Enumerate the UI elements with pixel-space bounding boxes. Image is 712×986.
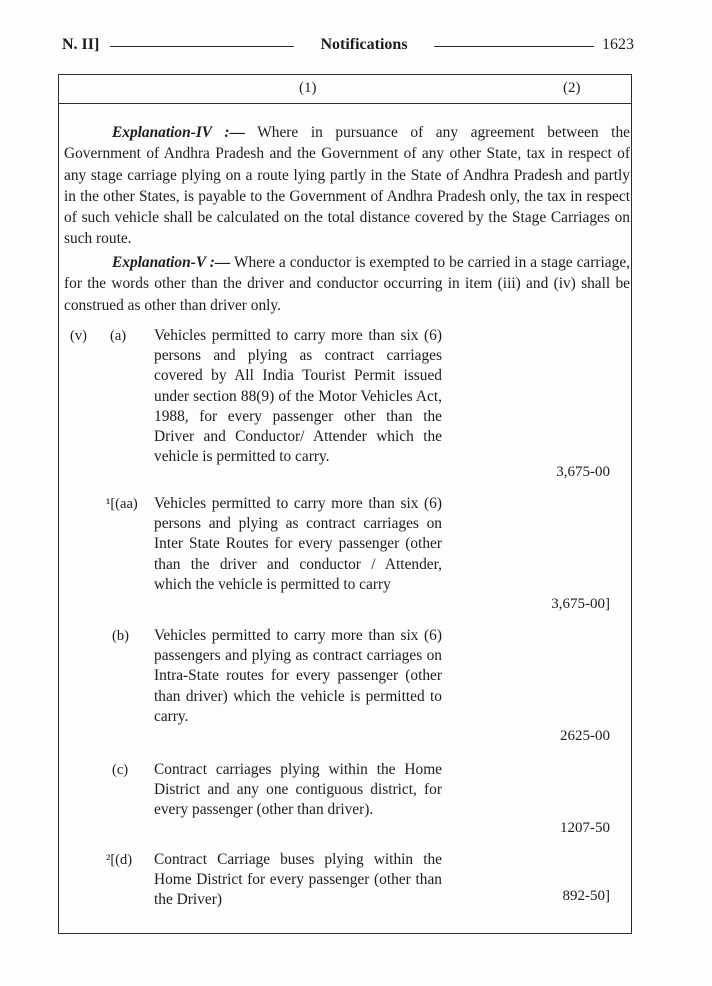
explanation-iv-label: Explanation-IV :— <box>112 124 245 141</box>
item-letter-label: ¹[(aa) <box>106 496 138 512</box>
item-letter-label: (b) <box>112 628 129 644</box>
explanation-iv-text: Where in pursuance of any agreement between the Government of Andhra Pradesh and the Government of any other State, tax in respect of any stage carriage plying on a route lying partly in the State of Andhra Pradesh and partly in the other States, is payable to the Government of Andhra Pradesh only, the tax in respect of such vehicle shall be calculated on the total distance covered by the Stage Carriages on such route. <box>64 124 630 248</box>
item-letter-label: (c) <box>112 762 129 778</box>
column-header-2: (2) <box>563 80 581 96</box>
item-text: Vehicles permitted to carry more than six (6) passengers and plying as contract carriages on Intra-State routes for every passenger (other than driver) which the vehicle is permitted to carry. <box>154 627 442 725</box>
explanation-v-text: Where a conductor is exempted to be carried in a stage carriage, for the words other than the driver and conductor occurring in item (iii) and (iv) shall be construed as other than driver only. <box>64 254 630 314</box>
item-amount: 3,675-00] <box>551 596 610 612</box>
explanation-iv <box>64 122 630 250</box>
item-amount: 2625-00 <box>560 728 610 744</box>
header-title: Notifications <box>320 36 408 53</box>
item-text: Contract carriages plying within the Home District and any one contiguous district, for every passenger (other than driver). <box>154 761 442 819</box>
item-amount: 1207-50 <box>560 820 610 836</box>
column-header-1: (1) <box>299 80 317 96</box>
item-roman-label: (v) <box>70 328 87 344</box>
page-number: 1623 <box>602 36 634 53</box>
explanation-v <box>64 252 630 316</box>
item-text: Vehicles permitted to carry more than six (6) persons and plying as contract carriages on Inter State Routes for every passenger (other than the driver and conductor / Attender, which the vehicle is permitted to carry <box>154 495 442 593</box>
header-rule-right <box>434 46 594 47</box>
item-letter-label: (a) <box>110 328 127 344</box>
item-letter-label: ²[(d) <box>106 852 133 868</box>
explanation-v-label: Explanation-V :— <box>112 254 231 271</box>
part-label: N. II] <box>62 36 100 53</box>
item-text: Contract Carriage buses plying within the Home District for every passenger (other than the Driver) <box>154 851 442 909</box>
item-amount: 3,675-00 <box>556 464 610 480</box>
header-rule-left <box>110 46 294 47</box>
page-header <box>62 36 634 58</box>
column-header-row <box>59 75 631 104</box>
item-text: Vehicles permitted to carry more than six (6) persons and plying as contract carriages covered by All India Tourist Permit issued under section 88(9) of the Motor Vehicles Act, 1988, for every passenger other than the Driver and Conductor/ Attender which the vehicle is permitted to carry. <box>154 327 442 466</box>
item-amount: 892-50] <box>562 888 610 904</box>
